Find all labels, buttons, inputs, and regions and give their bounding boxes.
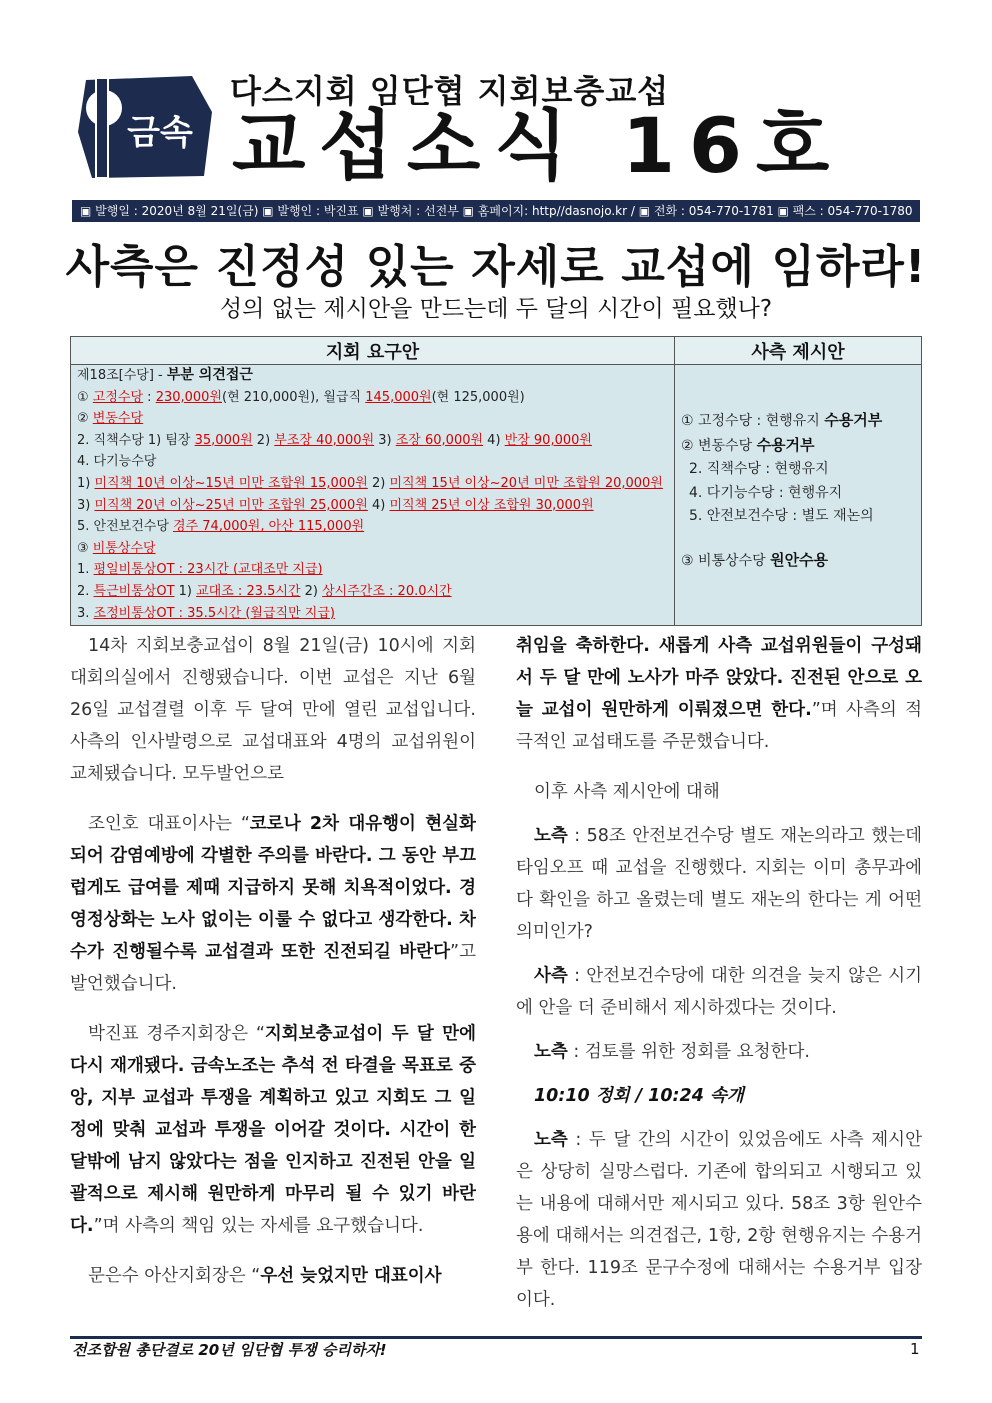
left-line: ③ 비통상수당 [77,540,156,556]
paragraph: 노측 : 58조 안전보건수당 별도 재논의라고 했는데 타임오프 때 교섭을 진행했다. 지회는 이미 총무과에 다 확인을 하고 올렸는데 별도 재논의 한다는 게 어떤 의미인가? [516,826,922,942]
left-line: ① 고정수당 : 230,000원(현 210,000원), 월급직 145,000원(현 125,000원) [77,389,525,405]
subheadline: 성의 없는 제시안을 만드는데 두 달의 시간이 필요했나? [219,296,773,322]
company-proposal-cell [675,365,922,626]
union-logo [74,72,222,184]
right-line: ② 변동수당 수용거부 [681,435,815,454]
right-line: ① 고정수당 : 현행유지 수용거부 [681,411,883,429]
left-line: 제18조[수당] - 부분 의견접근 [77,367,253,383]
header-company-proposal: 사측 제시안 [675,337,922,365]
masthead-subtitle: 다스지회 임단협 지회보충교섭 [230,72,670,110]
recess-note: 10:10 정회 / 10:24 속개 [534,1086,744,1106]
body-right-column [516,630,922,1330]
left-line: 4. 다기능수당 [77,454,157,470]
body-left-column [70,630,476,1330]
masthead-title: 교섭소식 16호 [232,101,844,190]
paragraph: 노측 : 두 달 간의 시간이 있었음에도 사측 제시안은 상당히 실망스럽다. 기존에 합의되고 시행되고 있는 내용에 대해서만 제시되고 있다. 58조 3항 원안수용에 대해서는 의견접근, 1항, 2항 현행유지는 수용거부 한다. 119조 문구수정에 대해서는 수용거부 입장이다. [516,1130,922,1310]
union-demand-cell [71,365,675,626]
comparison-table [70,336,922,626]
left-line: 1. 평일비통상OT : 23시간 (교대조만 지급) [77,562,323,578]
left-line: 5. 안전보건수당 경주 74,000원, 아산 115,000원 [77,519,365,535]
footer-slogan: 전조합원 총단결로 20년 임단협 투쟁 승리하자! [72,1341,387,1359]
left-line: 2. 특근비통상OT 1) 교대조 : 23.5시간 2) 상시주간조 : 20.0시간 [77,583,452,599]
logo-text: 금속 [127,113,193,153]
headline: 사측은 진정성 있는 자세로 교섭에 임하라! [65,240,927,293]
paragraph: 취임을 축하한다. 새롭게 사측 교섭위원들이 구성돼서 두 달 만에 노사가 마주 앉았다. 진전된 안으로 오늘 교섭이 원만하게 이뤄졌으면 한다.”며 사측의 적극적인 교섭태도를 주문했습니다. [516,636,922,752]
paragraph: 노측 : 검토를 위한 정회를 요청한다. [534,1042,810,1062]
left-line: 2. 직책수당 1) 팀장 35,000원 2) 부조장 40,000원 3) 조장 60,000원 4) 반장 90,000원 [77,432,592,448]
issue-info-bar [72,200,920,222]
paragraph: 14차 지회보충교섭이 8월 21일(금) 10시에 지회 대회의실에서 진행됐습니다. 이번 교섭은 지난 6월 26일 교섭결렬 이후 두 달여 만에 열린 교섭입니다. 사측의 인사발령으로 교섭대표와 4명의 교섭위원이 교체됐습니다. 모두발언으로 [70,636,476,784]
issue-info: ▣ 발행일 : 2020년 8월 21일(금) ▣ 발행인 : 박진표 ▣ 발행처 : 선전부 ▣ 홈페이지: http//dasnojo.kr / ▣ 전화 : 054-770-1781 ▣ 팩스 : 054-770-1780 [80,204,913,218]
paragraph: 이후 사측 제시안에 대해 [534,782,720,802]
paragraph: 조인호 대표이사는 “코로나 2차 대유행이 현실화되어 감염예방에 각별한 주의를 바란다. 그 동안 부끄럽게도 급여를 제때 지급하지 못해 치욕적이었다. 경영정상화는 노사 없이는 이룰 수 없다고 생각한다. 차수가 진행될수록 교섭결과 또한 진전되길 바란다”고 발언했습니다. [70,814,476,994]
page-number: 1 [910,1340,920,1358]
right-line: 5. 안전보건수당 : 별도 재논의 [689,508,874,524]
left-line: 1) 미직책 10년 이상~15년 미만 조합원 15,000원 2) 미직책 15년 이상~20년 미만 조합원 20,000원 [77,475,663,491]
paragraph: 문은수 아산지회장은 “우선 늦었지만 대표이사 [88,1266,442,1286]
left-line: ② 변동수당 [77,411,144,427]
left-line: 3. 조정비통상OT : 35.5시간 (월급직만 지급) [77,605,335,621]
right-line: 2. 직책수당 : 현행유지 [689,461,829,477]
header-union-demand: 지회 요구안 [71,337,675,365]
right-line: 4. 다기능수당 : 현행유지 [689,484,843,501]
paragraph: 박진표 경주지회장은 “지회보충교섭이 두 달 만에 다시 재개됐다. 금속노조는 추석 전 타결을 목표로 중앙, 지부 교섭과 투쟁을 계획하고 있고 지회도 그 일정에 맞춰 교섭과 투쟁을 이어갈 것이다. 시간이 한 달밖에 남지 않았다는 점을 인지하고 진전된 안을 일괄적으로 제시해 원만하게 마무리 될 수 있기 바란다.”며 사측의 책임 있는 자세를 요구했습니다. [70,1024,476,1236]
right-line: ③ 비통상수당 원안수용 [681,550,829,569]
paragraph: 사측 : 안전보건수당에 대한 의견을 늦지 않은 시기에 안을 더 준비해서 제시하겠다는 것이다. [516,966,922,1018]
left-line: 3) 미직책 20년 이상~25년 미만 조합원 25,000원 4) 미직책 25년 이상 조합원 30,000원 [77,497,594,513]
